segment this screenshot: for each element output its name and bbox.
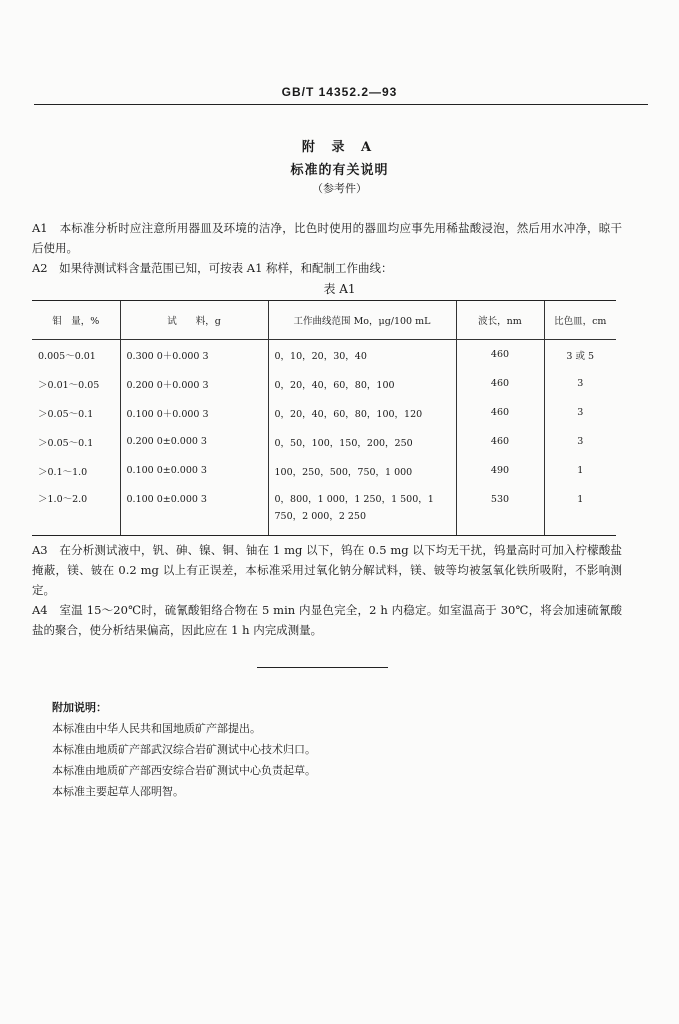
cell-cuvette: 3 或 5 (544, 340, 616, 370)
cell-mo-content: 0.005～0.01 (38, 350, 96, 362)
header-cuvette: 比色皿，cm (544, 301, 616, 340)
table-row (32, 398, 616, 427)
additional-notes-heading: 附加说明： (52, 701, 107, 714)
cell-sample: 0.300 0＋0.000 3 (120, 340, 268, 370)
paragraph-a4: A4 室温 15～20℃时，硫氰酸钼络合物在 5 min 内显色完全，2 h 内稳定。如室温高于 30℃，将会加速硫氰酸盐的聚合，使分析结果偏高，因此应在 1 h 内完成测量。 (32, 603, 622, 637)
cell-cuvette: 1 (544, 485, 616, 536)
cell-cuvette: 3 (544, 369, 616, 398)
cell-sample: 0.100 0＋0.000 3 (120, 398, 268, 427)
cell-sample: 0.100 0±0.000 3 (120, 456, 268, 485)
table-row (32, 369, 616, 398)
header-curve-range: 工作曲线范围 Mo，μg/100 mL (268, 301, 456, 340)
cell-wavelength: 460 (456, 340, 544, 370)
cell-curve-range: 100，250，500，750，1 000 (268, 456, 456, 485)
header-wavelength: 波长，nm (456, 301, 544, 340)
cell-cuvette: 1 (544, 456, 616, 485)
appendix-note: （参考件） (312, 182, 367, 195)
cell-sample: 0.100 0±0.000 3 (120, 485, 268, 536)
table-row (32, 456, 616, 485)
cell-sample: 0.200 0±0.000 3 (120, 427, 268, 456)
cell-wavelength: 460 (456, 427, 544, 456)
note-line: 本标准由地质矿产部西安综合岩矿测试中心负责起草。 (52, 764, 316, 777)
cell-curve-range: 0，50，100，150，200，250 (268, 427, 456, 456)
header-mo-content: 钼 量，% (32, 301, 120, 340)
cell-curve-range: 0，10，20，30，40 (268, 340, 456, 370)
data-table (32, 300, 616, 536)
cell-wavelength: 460 (456, 369, 544, 398)
cell-mo-content: ＞1.0～2.0 (32, 485, 120, 536)
table-row (32, 340, 616, 370)
cell-sample: 0.200 0＋0.000 3 (120, 369, 268, 398)
paragraph-a2: A2 如果待测试料含量范围已知，可按表 A1 称样，和配制工作曲线： (32, 261, 393, 275)
appendix-title: 附 录 A (301, 140, 378, 155)
cell-cuvette: 3 (544, 398, 616, 427)
table-header-row (32, 301, 616, 340)
table-row (32, 485, 616, 536)
note-line: 本标准由中华人民共和国地质矿产部提出。 (52, 722, 261, 735)
cell-mo-content: ＞0.1～1.0 (38, 466, 88, 478)
standard-code: GB/T 14352.2—93 (281, 85, 398, 99)
note-line: 本标准主要起草人邵明智。 (52, 785, 184, 798)
header-rule (34, 104, 648, 105)
appendix-subtitle: 标准的有关说明 (290, 163, 389, 178)
cell-curve-range: 0，20，40，60，80，100，120 (268, 398, 456, 427)
table-caption: 表 A1 (323, 282, 356, 296)
header-sample: 试 料，g (120, 301, 268, 340)
paragraph-a3: A3 在分析测试液中，钒、砷、镍、铜、铀在 1 mg 以下，钨在 0.5 mg 以下均无干扰，钨量高时可加入柠檬酸盐掩蔽，镁、铍在 0.2 mg 以上有正误差，本标准采用过氧化钠分解试料，镁、铍等均被氢氧化铁所吸附，不影响测定。 (32, 543, 622, 597)
cell-wavelength: 530 (456, 485, 544, 536)
note-line: 本标准由地质矿产部武汉综合岩矿测试中心技术归口。 (52, 743, 316, 756)
cell-mo-content: ＞0.01～0.05 (38, 379, 100, 391)
paragraph-a1: A1 本标准分析时应注意所用器皿及环境的洁净，比色时使用的器皿均应事先用稀盐酸浸泡，然后用水冲净，晾干后使用。 (32, 221, 622, 255)
table-row (32, 427, 616, 456)
cell-mo-content: ＞0.05～0.1 (38, 437, 94, 449)
cell-cuvette: 3 (544, 427, 616, 456)
cell-mo-content: ＞0.05～0.1 (38, 408, 94, 420)
cell-wavelength: 490 (456, 456, 544, 485)
cell-curve-range: 0，800，1 000，1 250，1 500，1 750，2 000，2 250 (268, 485, 456, 536)
cell-curve-range: 0，20，40，60，80，100 (268, 369, 456, 398)
cell-wavelength: 460 (456, 398, 544, 427)
section-divider (257, 667, 388, 668)
